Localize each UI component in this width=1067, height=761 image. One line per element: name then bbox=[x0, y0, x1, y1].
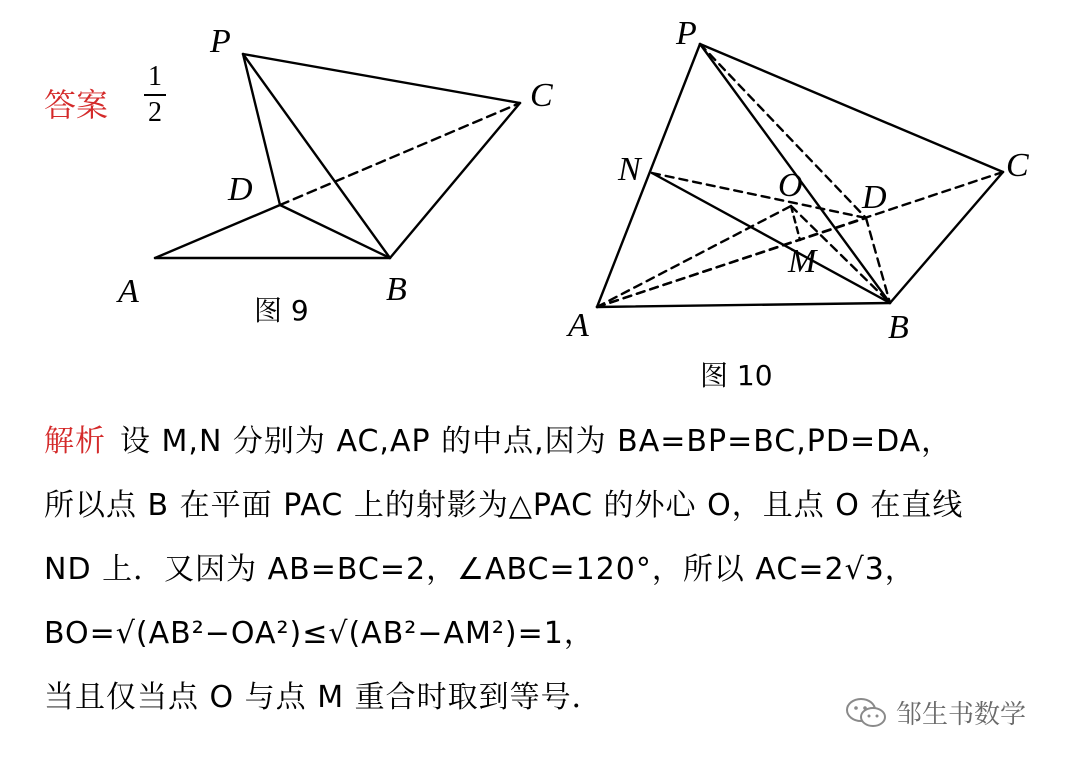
edge-pa bbox=[597, 44, 700, 307]
fig9-label-c: C bbox=[530, 77, 553, 114]
analysis-label: 解析 bbox=[44, 424, 106, 459]
edge-pb bbox=[243, 54, 390, 258]
fig10-label-c: C bbox=[1006, 147, 1029, 184]
analysis-line-2: 所以点 B 在平面 PAC 上的射影为△PAC 的外心 O，且点 O 在直线 bbox=[44, 488, 964, 523]
fraction-numerator: 1 bbox=[144, 60, 166, 96]
edge-da bbox=[155, 205, 280, 258]
figure-9 bbox=[155, 54, 520, 258]
watermark bbox=[844, 694, 1026, 731]
edge-pc bbox=[700, 44, 1003, 172]
analysis-text: 设 M,N 分别为 AC,AP 的中点,因为 BA=BP=BC,PD=DA， bbox=[120, 424, 953, 459]
fig10-label-b: B bbox=[888, 309, 909, 346]
analysis-line-5: 当且仅当点 O 与点 M 重合时取到等号． bbox=[44, 680, 603, 715]
fig9-label-a: A bbox=[118, 273, 139, 310]
fig10-caption: 图 10 bbox=[700, 359, 773, 392]
edge-ab bbox=[597, 303, 890, 307]
fraction-denominator: 2 bbox=[148, 97, 162, 128]
fig9-caption: 图 9 bbox=[254, 294, 309, 327]
fig10-label-n: N bbox=[618, 151, 641, 188]
fig10-label-p: P bbox=[676, 15, 697, 52]
edge-db bbox=[280, 205, 390, 258]
wechat-icon bbox=[844, 696, 888, 730]
fig10-label-d: D bbox=[862, 179, 887, 216]
analysis-line-3: ND 上．又因为 AB=BC=2，∠ABC=120°，所以 AC=2√3， bbox=[44, 552, 916, 587]
fig9-label-d: D bbox=[228, 171, 253, 208]
fig9-label-b: B bbox=[386, 271, 407, 308]
analysis-block bbox=[44, 410, 1044, 730]
edge-ad-hidden bbox=[597, 218, 866, 307]
watermark-text: 邹生书数学 bbox=[896, 700, 1027, 730]
edge-pc bbox=[243, 54, 520, 103]
fig9-label-p: P bbox=[210, 23, 231, 60]
fig10-label-o: O bbox=[778, 167, 803, 204]
fig10-label-m: M bbox=[788, 243, 817, 280]
analysis-line-4: BO=√(AB²−OA²)≤√(AB²−AM²)=1， bbox=[44, 616, 595, 651]
fig10-label-a: A bbox=[568, 307, 589, 344]
answer-label: 答案 bbox=[44, 86, 109, 124]
edge-nb bbox=[652, 173, 890, 303]
edge-cb bbox=[390, 103, 520, 258]
edge-db-hidden bbox=[866, 218, 890, 303]
analysis-line-1 bbox=[44, 410, 1044, 474]
edge-ao-hidden bbox=[597, 206, 791, 307]
edge-nd-hidden bbox=[652, 173, 866, 218]
